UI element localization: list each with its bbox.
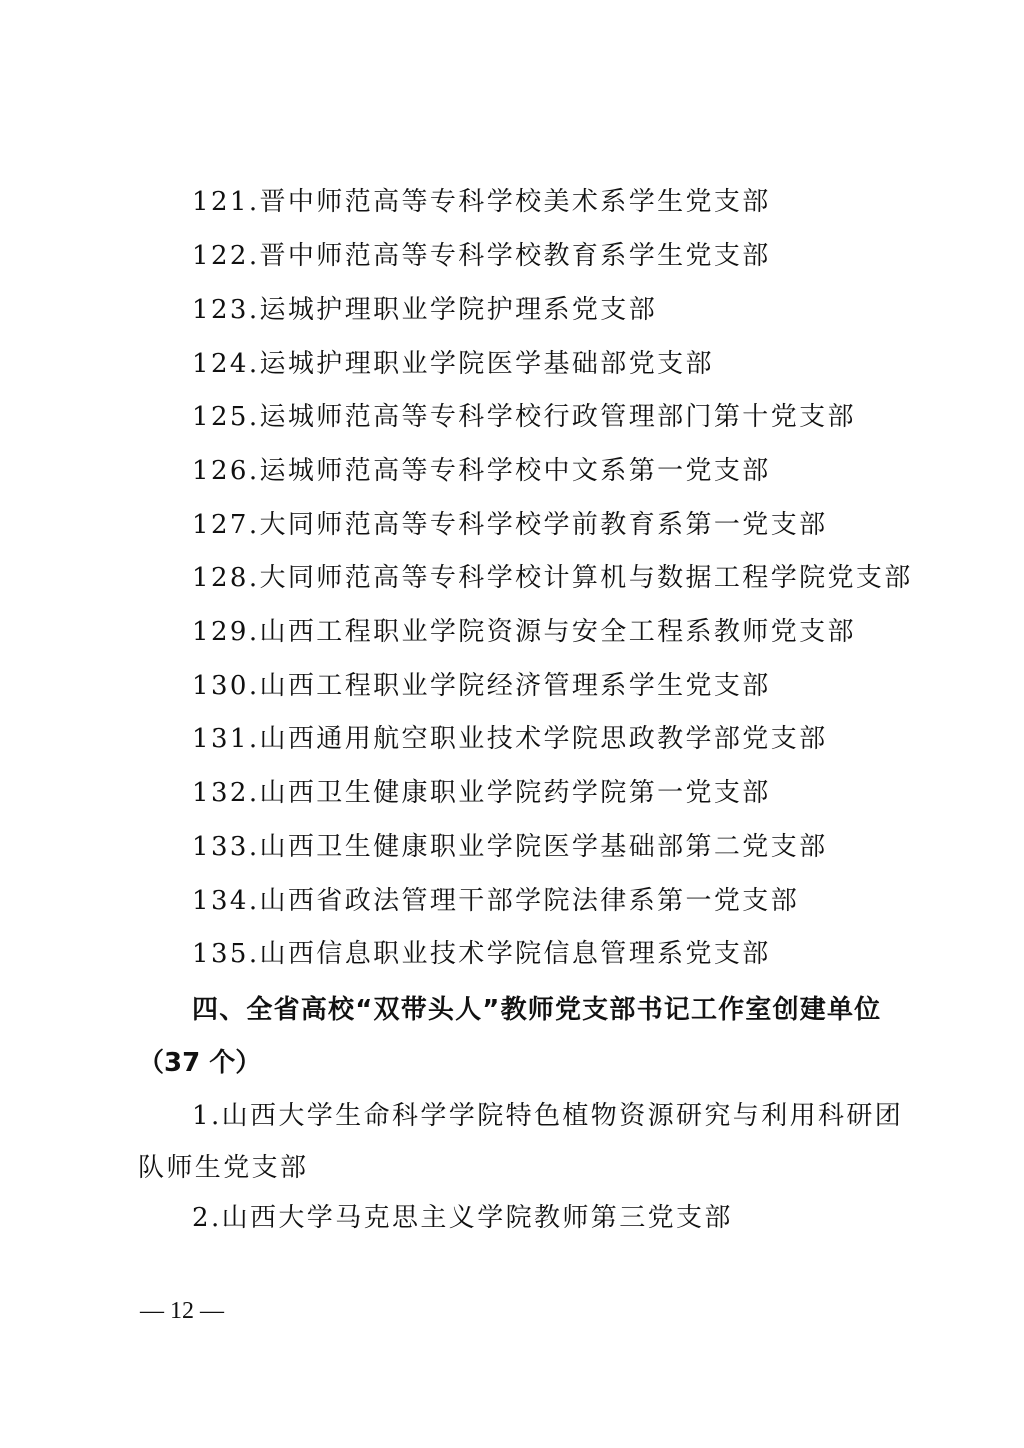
list-item: 131.山西通用航空职业技术学院思政教学部党支部 [192, 724, 828, 754]
list-item: 126.运城师范高等专科学校中文系第一党支部 [192, 456, 771, 486]
list-item: 133.山西卫生健康职业学院医学基础部第二党支部 [192, 832, 828, 862]
list-item: 2.山西大学马克思主义学院教师第三党支部 [192, 1203, 733, 1233]
list-item: 124.运城护理职业学院医学基础部党支部 [192, 349, 714, 379]
list-item: 129.山西工程职业学院资源与安全工程系教师党支部 [192, 617, 856, 647]
list-item: 130.山西工程职业学院经济管理系学生党支部 [192, 671, 771, 701]
section-heading: 四、全省高校“双带头人”教师党支部书记工作室创建单位 [192, 995, 882, 1025]
list-item: 1.山西大学生命科学学院特色植物资源研究与利用科研团 [192, 1101, 904, 1131]
list-item: 123.运城护理职业学院护理系党支部 [192, 295, 658, 325]
page-number: — 12 — [140, 1298, 224, 1324]
list-item: 132.山西卫生健康职业学院药学院第一党支部 [192, 778, 771, 808]
list-item: 125.运城师范高等专科学校行政管理部门第十党支部 [192, 402, 856, 432]
list-item: 122.晋中师范高等专科学校教育系学生党支部 [192, 241, 771, 271]
list-item: 135.山西信息职业技术学院信息管理系党支部 [192, 939, 771, 969]
list-item-continuation: 队师生党支部 [138, 1153, 309, 1183]
list-item: 128.大同师范高等专科学校计算机与数据工程学院党支部 [192, 563, 913, 593]
list-item: 134.山西省政法管理干部学院法律系第一党支部 [192, 886, 800, 916]
section-heading-continuation: （37 个） [138, 1048, 262, 1078]
list-item: 121.晋中师范高等专科学校美术系学生党支部 [192, 187, 771, 217]
list-item: 127.大同师范高等专科学校学前教育系第一党支部 [192, 510, 828, 540]
